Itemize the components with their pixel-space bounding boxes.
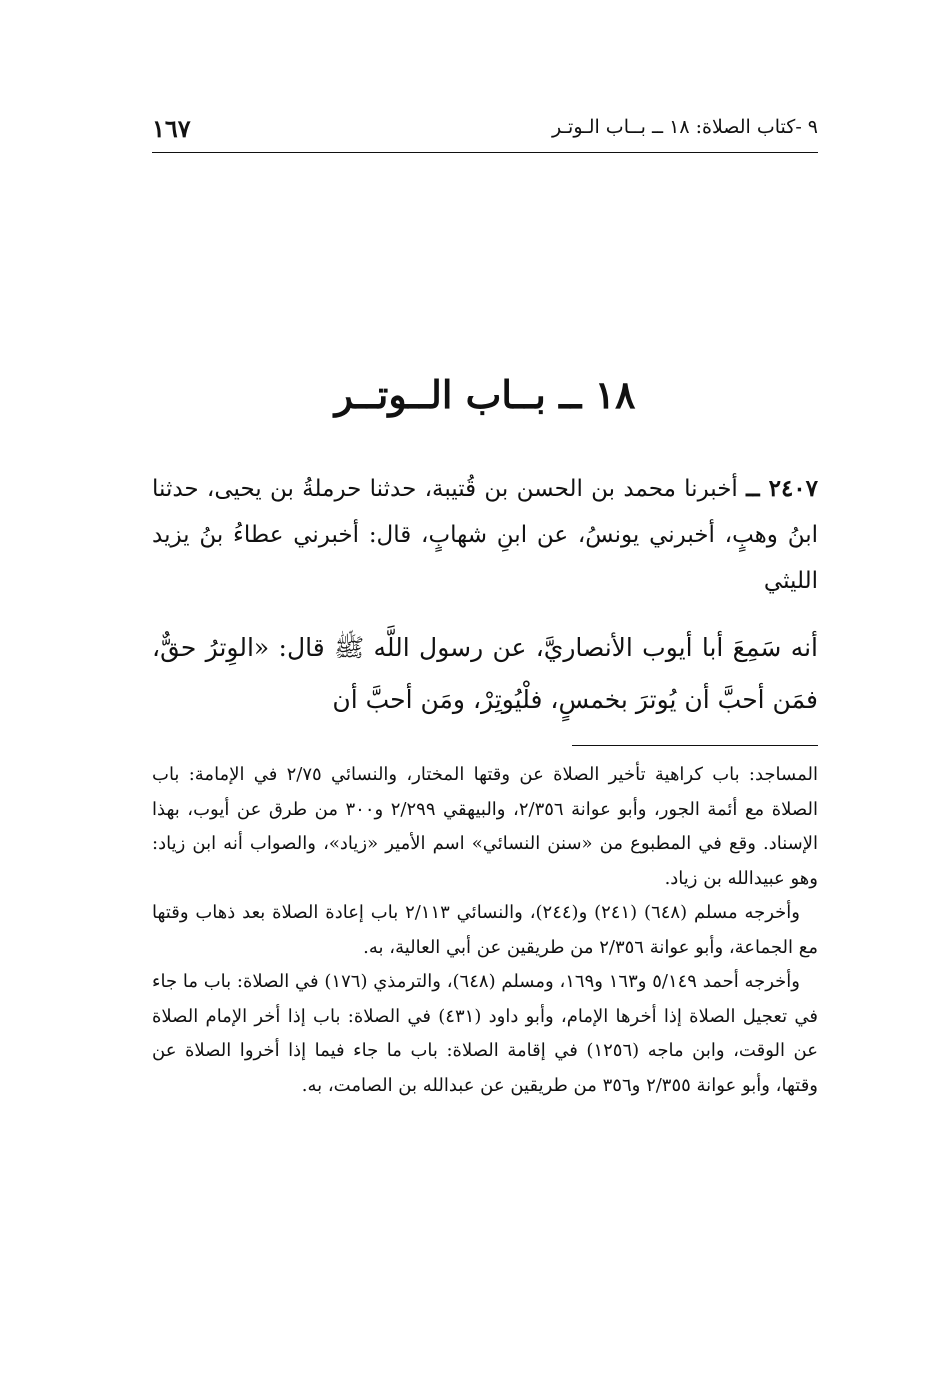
footnote-paragraph: وأخرجه مسلم (٦٤٨) (٢٤١) و(٢٤٤)، والنسائي ٢/١١٣ باب إعادة الصلاة بعد ذهاب وقتها مع الجماعة، وأبو عوانة ٢/٣٥٦ من طريقين عن أبي العالية، به. <box>152 902 818 958</box>
page-number: ١٦٧ <box>152 114 191 143</box>
footnote-paragraph: وأخرجه أحمد ٥/١٤٩ و١٦٣ و١٦٩، ومسلم (٦٤٨)، والترمذي (١٧٦) في الصلاة: باب ما جاء في تعجيل الصلاة إذا أخرها الإمام، وأبو داود (٤٣١) في الصلاة: باب إذا أخر الإمام الصلاة عن الوقت، وابن ماجه (١٢٥٦) في إقامة الصلاة: باب ما جاء فيما إذا أخروا الصلاة عن وقتها، وأبو عوانة ٢/٣٥٥ و٣٥٦ من طريقين عن عبدالله بن الصامت، به. <box>152 971 819 1096</box>
footnotes <box>152 758 818 1103</box>
isnad-text: أخبرنا محمد بن الحسن بن قُتيبة، حدثنا حرملةُ بن يحيى، حدثنا ابنُ وهبٍ، أخبرني يونسُ، عن ابنِ شهابٍ، قال: أخبرني عطاءُ بنُ يزيد الليثي <box>152 476 818 594</box>
running-header <box>152 112 818 153</box>
footnote-paragraph: المساجد: باب كراهية تأخير الصلاة عن وقتها المختار، والنسائي ٢/٧٥ في الإمامة: باب الصلاة مع أئمة الجور، وأبو عوانة ٢/٣٥٦، والبيهقي ٢/٢٩٩ و٣٠٠ من طرق عن أيوب، بهذا الإسناد. وقع في المطبوع من «سنن النسائي» اسم الأمير «زياد»، والصواب أنه ابن زياد: وهو عبيدالله بن زياد. <box>152 764 818 889</box>
hadith-matn: أنه سَمِعَ أبا أيوب الأنصاريَّ، عن رسول اللَّه ﷺ قال: «الوِترُ حقٌّ، فمَن أحبَّ أن يُوترَ بخمسٍ، فلْيُوتِرْ، ومَن أحبَّ أن <box>152 633 818 714</box>
hadith-isnad <box>152 466 818 604</box>
hadith-number: ٢٤٠٧ ــ <box>746 475 819 502</box>
running-title: ٩ -كتاب الصلاة: ١٨ ــ بــاب الـوتـر <box>551 116 818 138</box>
footnote-separator <box>572 745 818 746</box>
chapter-heading: ١٨ ــ بــاب الــوتــر <box>334 372 636 417</box>
